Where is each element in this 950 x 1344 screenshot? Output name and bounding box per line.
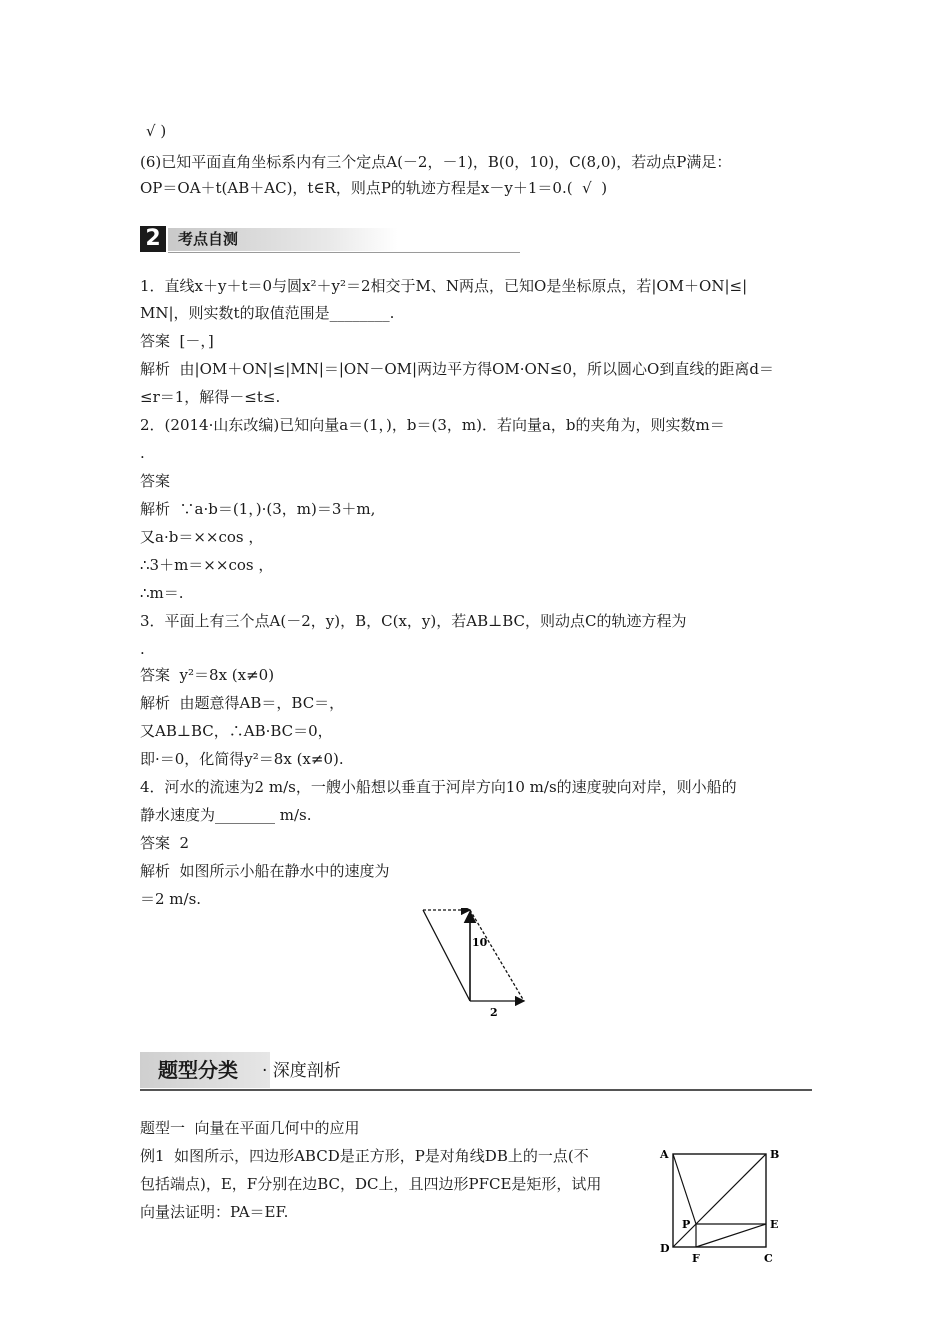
problem-4-solution-2: ＝2 m/s. xyxy=(140,890,202,908)
boat-still-water-vector xyxy=(423,910,470,1001)
problem-2-solution-2: 又a·b＝××cos ， xyxy=(140,528,264,546)
label-c: C xyxy=(764,1252,773,1265)
problem-1-line2: MN|，则实数t的取值范围是________. xyxy=(140,304,395,322)
section-title: 考点自测 xyxy=(178,230,239,248)
example-1-line1: 例1 如图所示，四边形ABCD是正方形，P是对角线DB上的一点(不 xyxy=(140,1147,589,1165)
velocity-parallelogram-figure xyxy=(418,908,538,1020)
label-a: A xyxy=(660,1148,669,1161)
answer-mark-5: √ ) xyxy=(146,122,167,140)
problem-1-solution-2: ≤r＝1，解得－≤t≤. xyxy=(140,388,281,406)
statement-6-line2: OP＝OA＋t(AB＋AC)，t∈R，则点P的轨迹方程是x－y＋1＝0.( √ ) xyxy=(140,179,608,197)
problem-2-line1: 2．(2014·山东改编)已知向量a＝(1，)，b＝(3，m)．若向量a，b的夹角为，则实数m＝ xyxy=(140,416,725,434)
section-main-subtitle: · 深度剖析 xyxy=(262,1061,341,1081)
problem-4-answer: 答案 2 xyxy=(140,834,190,852)
statement-6-line1: (6)已知平面直角坐标系内有三个定点A(－2，－1)，B(0，10)，C(8,0)，若动点P满足： xyxy=(140,153,732,171)
example-1-line2: 包括端点)，E，F分别在边BC，DC上，且四边形PFCE是矩形，试用 xyxy=(140,1175,602,1193)
problem-2-solution-1: 解析 ∵a·b＝(1，)·(3，m)＝3＋m, xyxy=(140,500,376,518)
label-f: F xyxy=(692,1252,700,1265)
problem-2-answer: 答案 xyxy=(140,472,171,490)
header-rule xyxy=(140,1089,812,1091)
section-header-types xyxy=(140,1052,812,1090)
label-2: 2 xyxy=(490,1006,498,1019)
problem-3-line2: . xyxy=(140,640,145,658)
label-10: 10 xyxy=(472,936,488,949)
problem-2-line2: . xyxy=(140,444,145,462)
section-header-self-test xyxy=(140,226,520,254)
problem-1-solution-1: 解析 由|OM＋ON|≤|MN|＝|ON－OM|两边平方得OM·ON≤0，所以圆心O到直线的距离d＝ xyxy=(140,360,774,378)
header-rule xyxy=(168,252,520,253)
segment-ef xyxy=(696,1224,766,1247)
type-1-title: 题型一 向量在平面几何中的应用 xyxy=(140,1119,360,1137)
label-b: B xyxy=(770,1148,780,1161)
problem-4-line1: 4．河水的流速为2 m/s，一艘小船想以垂直于河岸方向10 m/s的速度驶向对岸，则小船的 xyxy=(140,778,737,796)
problem-3-solution-3: 即·＝0，化简得y²＝8x (x≠0). xyxy=(140,750,344,768)
section-number: 2 xyxy=(140,226,166,252)
example-1-line3: 向量法证明：PA＝EF. xyxy=(140,1203,289,1221)
problem-2-solution-3: ∴3＋m＝××cos ， xyxy=(140,556,274,574)
problem-3-line1: 3．平面上有三个点A(－2，y)，B，C(x，y)，若AB⊥BC，则动点C的轨迹方程为 xyxy=(140,612,687,630)
problem-1-answer: 答案 [－，] xyxy=(140,332,214,350)
label-p: P xyxy=(682,1218,691,1231)
section-main-title: 题型分类 xyxy=(158,1058,238,1082)
problem-4-solution-1: 解析 如图所示小船在静水中的速度为 xyxy=(140,862,390,880)
label-e: E xyxy=(770,1218,779,1231)
problem-3-solution-1: 解析 由题意得AB＝，BC＝， xyxy=(140,694,345,712)
problem-4-line2: 静水速度为________ m/s. xyxy=(140,806,312,824)
parallelogram-diagonal xyxy=(470,910,524,1001)
problem-1-line1: 1．直线x＋y＋t＝0与圆x²＋y²＝2相交于M、N两点，已知O是坐标原点，若|OM＋ON|≤| xyxy=(140,277,748,295)
problem-3-answer: 答案 y²＝8x (x≠0) xyxy=(140,666,275,684)
problem-2-solution-4: ∴m＝. xyxy=(140,584,184,602)
square-abcd-figure xyxy=(658,1144,788,1268)
segment-pa xyxy=(673,1154,696,1224)
label-d: D xyxy=(660,1242,670,1255)
problem-3-solution-2: 又AB⊥BC，∴AB·BC＝0， xyxy=(140,722,333,740)
diagonal-db xyxy=(673,1154,766,1247)
